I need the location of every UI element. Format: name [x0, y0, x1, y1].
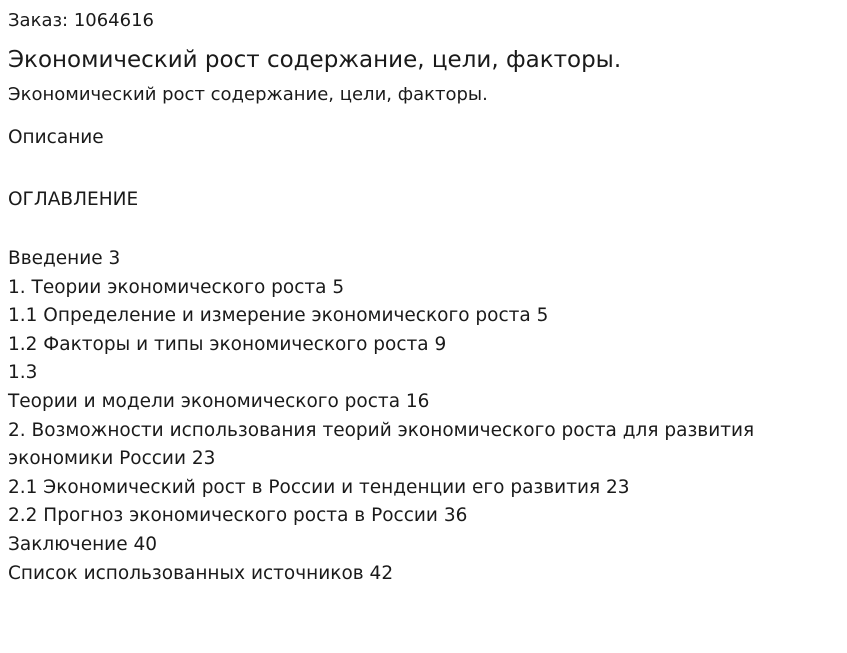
toc-item-1-3-number: 1.3	[8, 362, 38, 384]
page-title: Экономический рост содержание, цели, факторы.	[8, 47, 622, 73]
table-of-contents	[8, 245, 839, 588]
page-subtitle: Экономический рост содержание, цели, факторы.	[8, 84, 488, 105]
toc-item-2: 2. Возможности использования теорий экономического роста для развития экономики России 23	[8, 419, 755, 470]
toc-item-1-2: 1.2 Факторы и типы экономического роста 9	[8, 333, 447, 355]
toc-item-2-1: 2.1 Экономический рост в России и тенденции его развития 23	[8, 476, 630, 498]
toc-item-conclusion: Заключение 40	[8, 533, 158, 555]
description-heading: Описание	[8, 127, 104, 148]
toc-item-intro: Введение 3	[8, 248, 121, 269]
toc-item-1-1: 1.1 Определение и измерение экономического роста 5	[8, 305, 549, 327]
toc-heading: ОГЛАВЛЕНИЕ	[8, 189, 139, 210]
toc-item-references: Список использованных источников 42	[8, 562, 394, 584]
toc-item-1-3-title: Теории и модели экономического роста 16	[8, 390, 430, 412]
order-number: Заказ: 1064616	[8, 10, 154, 31]
toc-item-1: 1. Теории экономического роста 5	[8, 276, 345, 298]
toc-item-2-2: 2.2 Прогноз экономического роста в России 36	[8, 505, 468, 527]
